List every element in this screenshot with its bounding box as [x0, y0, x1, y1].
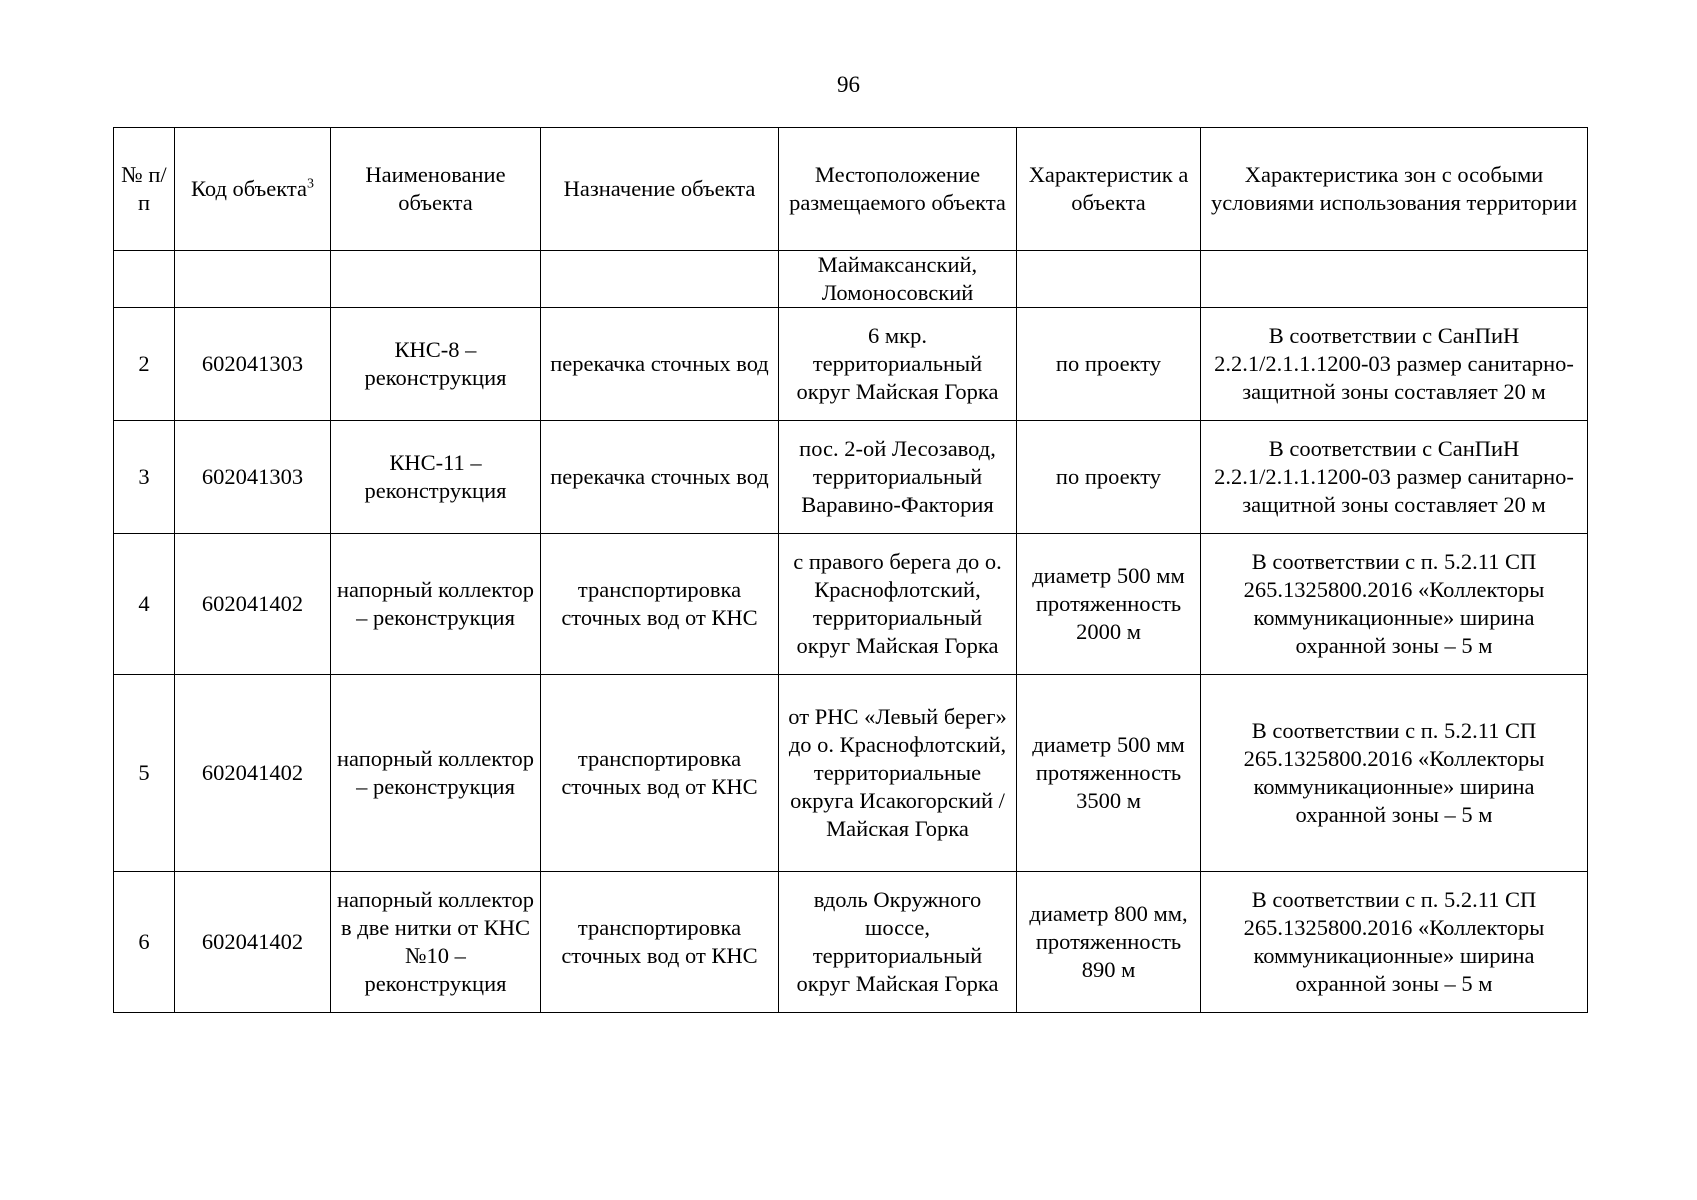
cell-characteristic: диаметр 500 мм протяженность 2000 м [1017, 534, 1201, 675]
table-row [114, 675, 1588, 872]
header-zones: Характеристика зон с особыми условиями использования территории [1201, 128, 1588, 251]
table-row [114, 872, 1588, 1013]
cell-purpose: транспортировка сточных вод от КНС [541, 675, 779, 872]
cell-location: вдоль Окружного шоссе, территориальный округ Майская Горка [779, 872, 1017, 1013]
page-number: 96 [837, 72, 860, 97]
header-purpose: Назначение объекта [541, 128, 779, 251]
cell-location: 6 мкр. территориальный округ Майская Горка [779, 308, 1017, 421]
cell-location: с правого берега до о. Краснофлотский, территориальный округ Майская Горка [779, 534, 1017, 675]
cell-code: 602041402 [175, 675, 331, 872]
cell-name [331, 251, 541, 308]
cell-location: от РНС «Левый берег» до о. Краснофлотский, территориальные округа Исакогорский /Майская Горка [779, 675, 1017, 872]
cell-code: 602041402 [175, 534, 331, 675]
cell-zones: В соответствии с СанПиН 2.2.1/2.1.1.1200-03 размер санитарно-защитной зоны составляет 20 м [1201, 308, 1588, 421]
cell-zones [1201, 251, 1588, 308]
cell-num [114, 251, 175, 308]
cell-name: напорный коллектор – реконструкция [331, 534, 541, 675]
cell-characteristic: диаметр 500 мм протяженность 3500 м [1017, 675, 1201, 872]
cell-name: напорный коллектор в две нитки от КНС №10 – реконструкция [331, 872, 541, 1013]
header-num: № п/п [114, 128, 175, 251]
table-header-row [114, 128, 1588, 251]
header-location: Местоположение размещаемого объекта [779, 128, 1017, 251]
cell-zones: В соответствии с п. 5.2.11 СП 265.1325800.2016 «Коллекторы коммуникационные» ширина охранной зоны – 5 м [1201, 675, 1588, 872]
cell-characteristic: диаметр 800 мм, протяженность 890 м [1017, 872, 1201, 1013]
cell-name: напорный коллектор – реконструкция [331, 675, 541, 872]
cell-characteristic [1017, 251, 1201, 308]
header-code-label: Код объекта [190, 176, 308, 201]
cell-num: 2 [114, 308, 175, 421]
cell-num: 5 [114, 675, 175, 872]
table-row [114, 421, 1588, 534]
cell-characteristic: по проекту [1017, 308, 1201, 421]
table-row-continuation [114, 251, 1588, 308]
cell-purpose: транспортировка сточных вод от КНС [541, 534, 779, 675]
cell-num: 3 [114, 421, 175, 534]
cell-zones: В соответствии с п. 5.2.11 СП 265.1325800.2016 «Коллекторы коммуникационные» ширина охранной зоны – 5 м [1201, 872, 1588, 1013]
cell-code: 602041303 [175, 421, 331, 534]
table-row [114, 308, 1588, 421]
table-row [114, 534, 1588, 675]
header-code [175, 128, 331, 251]
cell-purpose: перекачка сточных вод [541, 308, 779, 421]
objects-table [113, 127, 1588, 1013]
cell-code: 602041402 [175, 872, 331, 1013]
header-code-footnote: 3 [307, 176, 315, 192]
cell-num: 6 [114, 872, 175, 1013]
header-name: Наименование объекта [331, 128, 541, 251]
cell-location: пос. 2-ой Лесозавод, территориальный Варавино-Фактория [779, 421, 1017, 534]
cell-code: 602041303 [175, 308, 331, 421]
cell-name: КНС-8 – реконструкция [331, 308, 541, 421]
header-characteristic: Характеристик а объекта [1017, 128, 1201, 251]
cell-purpose: транспортировка сточных вод от КНС [541, 872, 779, 1013]
cell-zones: В соответствии с п. 5.2.11 СП 265.1325800.2016 «Коллекторы коммуникационные» ширина охранной зоны – 5 м [1201, 534, 1588, 675]
cell-name: КНС-11 – реконструкция [331, 421, 541, 534]
cell-location: Маймаксанский, Ломоносовский [779, 251, 1017, 308]
cell-purpose: перекачка сточных вод [541, 421, 779, 534]
cell-purpose [541, 251, 779, 308]
cell-num: 4 [114, 534, 175, 675]
cell-code [175, 251, 331, 308]
cell-zones: В соответствии с СанПиН 2.2.1/2.1.1.1200-03 размер санитарно-защитной зоны составляет 20 м [1201, 421, 1588, 534]
cell-characteristic: по проекту [1017, 421, 1201, 534]
